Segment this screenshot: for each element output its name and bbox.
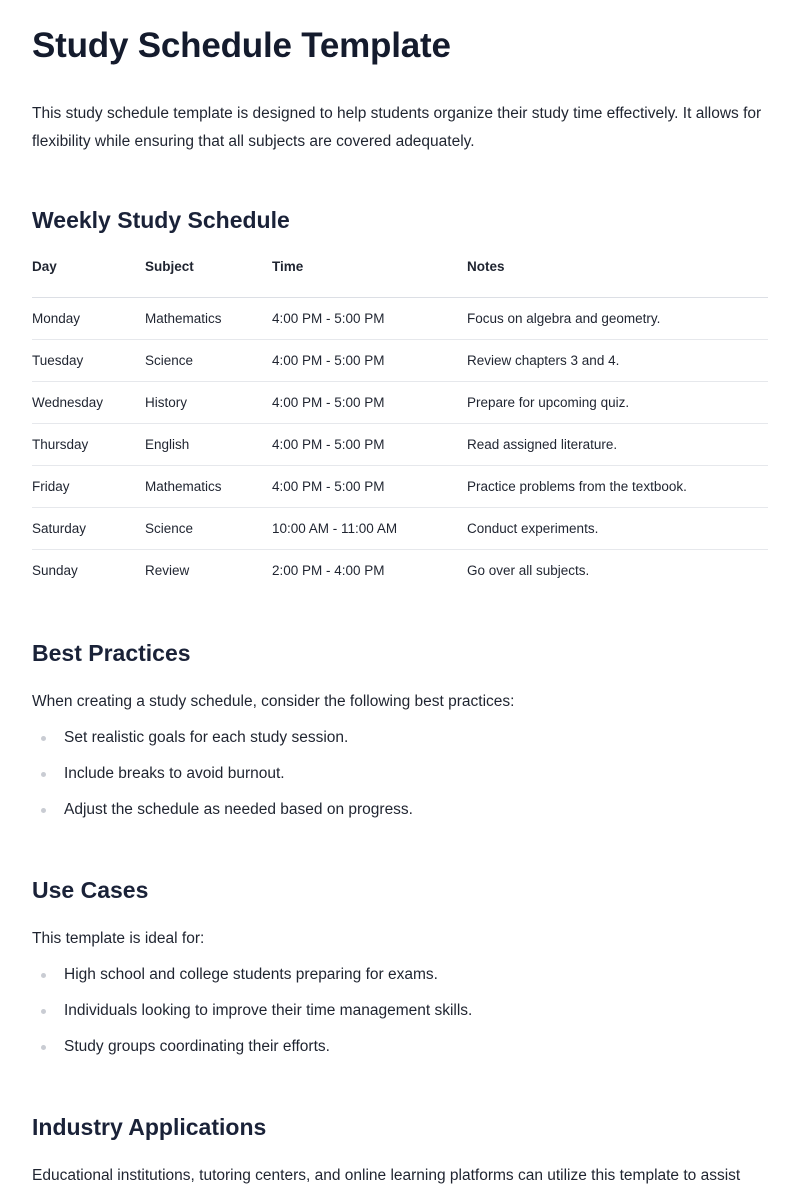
table-row <box>32 423 768 465</box>
cell-subject: Mathematics <box>145 465 272 507</box>
cell-notes: Go over all subjects. <box>467 562 590 578</box>
table-row <box>32 465 768 507</box>
cell-subject: English <box>145 423 272 465</box>
best-practices-heading: Best Practices <box>32 639 191 666</box>
industry-applications-heading: Industry Applications <box>32 1113 267 1140</box>
cell-time: 4:00 PM - 5:00 PM <box>272 465 467 507</box>
best-practices-lead: When creating a study schedule, consider the following best practices: <box>32 692 515 710</box>
best-practices-list <box>32 726 768 822</box>
cell-day: Friday <box>32 465 145 507</box>
cell-notes: Prepare for upcoming quiz. <box>467 381 768 423</box>
cell-subject: Science <box>145 339 272 381</box>
list-item: High school and college students preparing for exams. <box>32 963 768 987</box>
list-item: Include breaks to avoid burnout. <box>32 762 768 786</box>
cell-time: 4:00 PM - 5:00 PM <box>272 339 467 381</box>
use-cases-lead: This template is ideal for: <box>32 929 205 947</box>
table-row <box>32 297 768 339</box>
use-cases-heading: Use Cases <box>32 876 149 903</box>
cell-day: Sunday <box>32 562 78 578</box>
cell-day: Monday <box>32 297 145 339</box>
cell-time: 4:00 PM - 5:00 PM <box>272 423 467 465</box>
table-row <box>32 549 768 591</box>
cell-day: Saturday <box>32 507 145 549</box>
cell-subject: History <box>145 381 272 423</box>
column-header-day: Day <box>32 256 145 297</box>
cell-notes: Conduct experiments. <box>467 507 768 549</box>
column-header-subject: Subject <box>145 256 272 297</box>
cell-notes: Review chapters 3 and 4. <box>467 339 768 381</box>
cell-notes: Focus on algebra and geometry. <box>467 297 768 339</box>
table-row <box>32 339 768 381</box>
use-cases-list <box>32 963 768 1059</box>
column-header-notes: Notes <box>467 256 768 297</box>
cell-time: 4:00 PM - 5:00 PM <box>272 381 467 423</box>
list-item: Set realistic goals for each study session. <box>32 726 768 750</box>
industry-applications-text: Educational institutions, tutoring centers, and online learning platforms can utilize this template to assist <box>32 1166 741 1184</box>
cell-subject: Mathematics <box>145 297 272 339</box>
list-item: Individuals looking to improve their time management skills. <box>32 999 768 1023</box>
cell-notes: Read assigned literature. <box>467 423 768 465</box>
cell-day: Thursday <box>32 423 145 465</box>
list-item: Adjust the schedule as needed based on progress. <box>32 798 768 822</box>
intro-paragraph: This study schedule template is designed to help students organize their study time effectively. It allows for flexibility while ensuring that all subjects are covered adequately. <box>32 105 762 150</box>
cell-notes: Practice problems from the textbook. <box>467 465 768 507</box>
table-header-row <box>32 256 768 297</box>
cell-day: Wednesday <box>32 381 145 423</box>
column-header-time: Time <box>272 256 467 297</box>
page-title: Study Schedule Template <box>32 26 451 65</box>
cell-time: 4:00 PM - 5:00 PM <box>272 297 467 339</box>
schedule-table <box>32 256 768 591</box>
list-item: Study groups coordinating their efforts. <box>32 1035 768 1059</box>
table-row <box>32 507 768 549</box>
cell-time: 10:00 AM - 11:00 AM <box>272 507 467 549</box>
cell-day: Tuesday <box>32 339 145 381</box>
cell-time: 2:00 PM - 4:00 PM <box>272 562 385 578</box>
cell-subject: Science <box>145 507 272 549</box>
table-row <box>32 381 768 423</box>
weekly-schedule-heading: Weekly Study Schedule <box>32 207 290 233</box>
cell-subject: Review <box>145 562 190 578</box>
